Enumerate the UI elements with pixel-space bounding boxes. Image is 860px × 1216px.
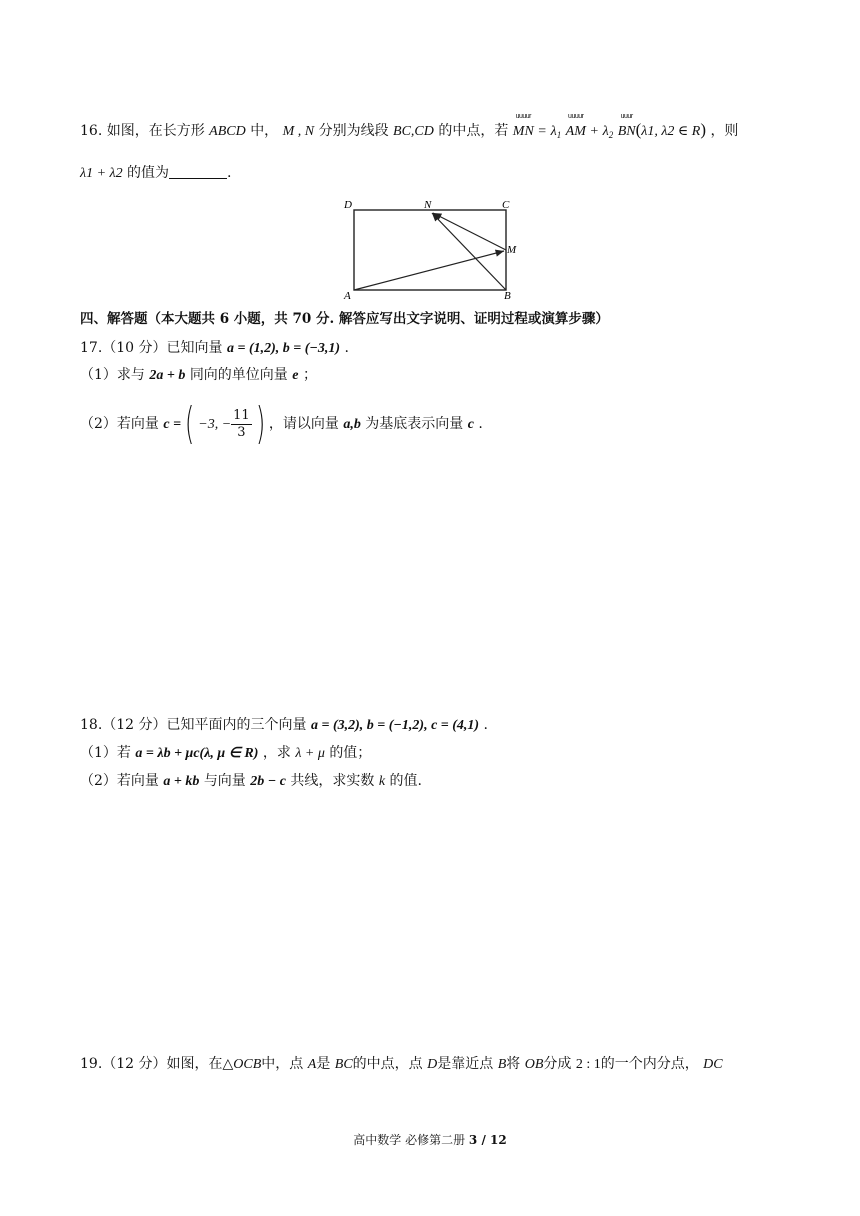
section-heading: 四、解答题（本大题共 6 小题，共 70 分. 解答应写出文字说明、证明过程或演算步骤） [80,311,609,327]
label-m: M [507,244,517,256]
vector-mn-line [433,213,506,250]
q18-part2: （2）若向量 a + kb 与向量 2b − c 共线，求实数 k 的值. [80,773,422,789]
q16-condition: λ1, λ2 ∈ R [641,124,701,139]
page-number: 3 / 12 [468,1133,507,1147]
q17-part2: （2）若向量 c =( −3, − $\frac{11}{3}$ ) ，请以向量 a,b 为基底表示向量 c . [80,398,483,449]
q16-line1: 16. 如图，在长方形 ABCD 中， M , N 分别为线段 BC,CD 的中点，若 uuuur MN = $\lambda_1$ uuuur AM + $\lambda_2$ uuur BN(λ1, λ2 ∈ R) ，则 [80,113,739,140]
fraction-11-3: $\frac{11}{3}$ [233,407,250,440]
q18-head: 18.（12 分）已知平面内的三个向量 a = (3,2), b = (−1,2), c = (4,1) . [80,717,488,733]
q18-part1: （1）若 a = λb + μc(λ, μ ∈ R) ，求 λ + μ 的值； [80,745,372,761]
vector-bn: uuur BN [617,113,636,139]
page-footer [0,1131,860,1148]
q17-head: 17.（10 分）已知向量 a = (1,2), b = (−3,1) . [80,340,349,356]
vector-bn-line [432,213,506,290]
label-n: N [424,199,432,211]
answer-blank[interactable] [169,166,227,179]
q16-line2: λ1 + λ2 的值为 . [80,165,232,181]
q16-number: 16. [80,123,103,139]
q17-part1: （1）求与 2a + b 同向的单位向量 e ； [80,367,317,383]
rectangle-abcd [354,210,506,290]
label-c: C [502,199,510,211]
vector-am: uuuur AM [565,113,586,139]
label-d: D [344,199,352,211]
q19-line1: 19.（12 分）如图，在△OCB中，点 A是 BC的中点，点 D是靠近点 B将 OB分成 2 : 1的一个内分点， DC [80,1056,723,1072]
footer-title: 高中数学 必修第二册 [353,1133,466,1147]
vector-mn: uuuur MN [512,113,534,139]
rectangle-figure [336,196,526,302]
label-b: B [504,290,511,302]
label-a: A [344,290,351,302]
vector-am-line [354,251,504,290]
